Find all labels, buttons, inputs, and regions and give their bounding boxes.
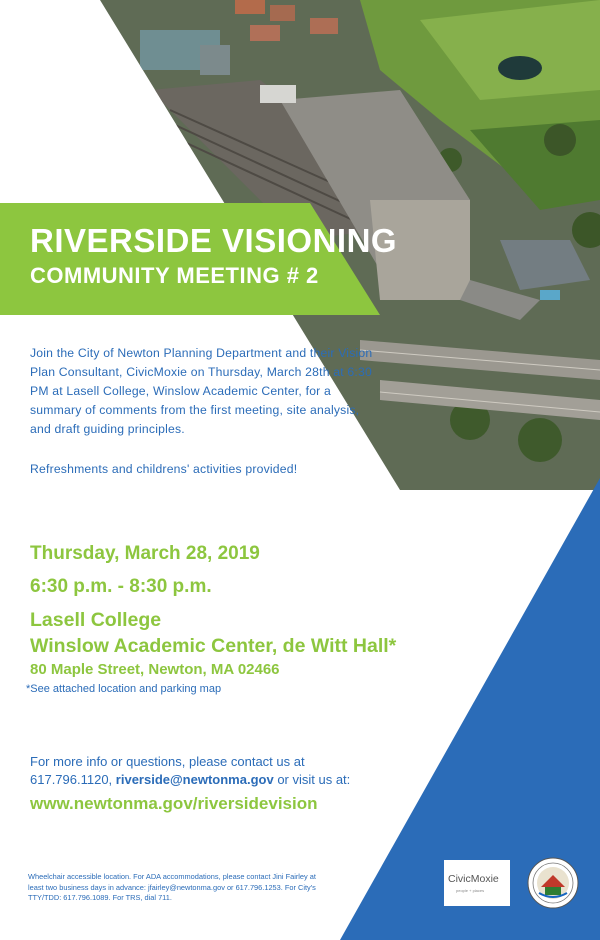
accessibility-note: Wheelchair accessible location. For ADA accommodations, please contact Jini Fairley at least two business days in advance: jfairley@newtonma.gov or 617.796.1253. For City's TTY/TDD: 617.796.1089. For TRS, dial 711.	[28, 872, 316, 902]
poster-subtitle: COMMUNITY MEETING # 2	[30, 263, 319, 288]
intro-paragraph: Join the City of Newton Planning Department and their Vision Plan Consultant, CivicMoxie on Thursday, March 28th at 6:30 PM at Lasell College, Winslow Academic Center, for a summary of comments from the first meeting, site analysis, and draft guiding principles.	[30, 346, 373, 436]
civicmoxie-logo: CivicMoxie	[448, 873, 499, 885]
contact-phone: 617.796.1120,	[30, 772, 113, 787]
contact-visit-text: or visit us at:	[277, 772, 351, 787]
event-time: 6:30 p.m. - 8:30 p.m.	[30, 576, 212, 597]
event-hall: Winslow Academic Center, de Witt Hall*	[30, 635, 397, 657]
contact-email-link[interactable]: riverside@newtonma.gov	[115, 772, 274, 787]
event-venue: Lasell College	[30, 609, 162, 631]
contact-details	[30, 772, 350, 787]
map-note: *See attached location and parking map	[26, 683, 222, 695]
refreshments-note: Refreshments and childrens' activities provided!	[30, 462, 298, 476]
civicmoxie-tagline: people + places	[456, 888, 485, 893]
contact-line: For more info or questions, please contact us at	[30, 754, 305, 769]
event-date: Thursday, March 28, 2019	[30, 543, 260, 564]
city-seal-icon	[527, 857, 579, 909]
poster-title: RIVERSIDE VISIONING	[30, 222, 398, 259]
website-link[interactable]: www.newtonma.gov/riversidevision	[30, 794, 318, 813]
event-address: 80 Maple Street, Newton, MA 02466	[30, 661, 280, 678]
